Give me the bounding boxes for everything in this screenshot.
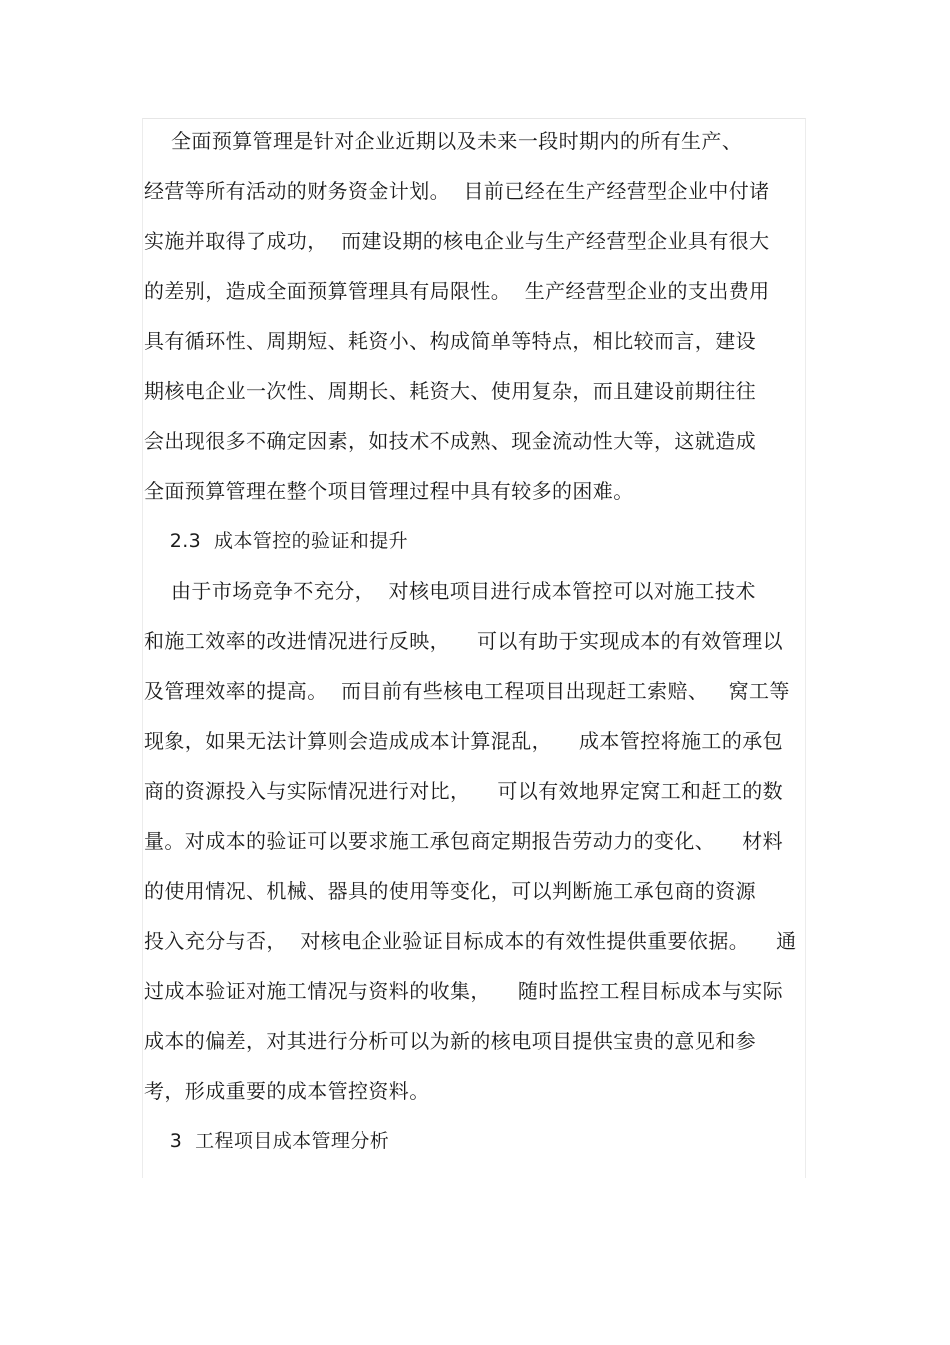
paragraph-line: 的差别，造成全面预算管理具有局限性。 生产经营型企业的支出费用 — [144, 279, 770, 303]
paragraph-line: 现象，如果无法计算则会造成成本计算混乱， 成本管控将施工的承包 — [144, 729, 784, 753]
paragraph-line: 商的资源投入与实际情况进行对比， 可以有效地界定窝工和赶工的数 — [144, 779, 784, 803]
paragraph-line: 会出现很多不确定因素，如技术不成熟、现金流动性大等，这就造成 — [144, 429, 756, 453]
paragraph-line: 由于市场竞争不充分， 对核电项目进行成本管控可以对施工技术 — [144, 579, 756, 603]
paragraph-line: 考，形成重要的成本管控资料。 — [144, 1079, 430, 1103]
paragraph-line: 和施工效率的改进情况进行反映， 可以有助于实现成本的有效管理以 — [144, 629, 784, 653]
paragraph-line: 量。对成本的验证可以要求施工承包商定期报告劳动力的变化、 材料 — [144, 829, 784, 853]
paragraph-line: 过成本验证对施工情况与资料的收集， 随时监控工程目标成本与实际 — [144, 979, 784, 1003]
paragraph-line: 期核电企业一次性、周期长、耗资大、使用复杂，而且建设前期往往 — [144, 379, 756, 403]
paragraph-line: 的使用情况、机械、器具的使用等变化，可以判断施工承包商的资源 — [144, 879, 756, 903]
paragraph-line: 实施并取得了成功， 而建设期的核电企业与生产经营型企业具有很大 — [144, 229, 770, 253]
paragraph-line: 具有循环性、周期短、耗资小、构成简单等特点，相比较而言，建设 — [144, 329, 756, 353]
paragraph-line: 成本的偏差，对其进行分析可以为新的核电项目提供宝贵的意见和参 — [144, 1029, 756, 1053]
paragraph-line: 经营等所有活动的财务资金计划。 目前已经在生产经营型企业中付诸 — [144, 179, 770, 203]
paragraph-line: 及管理效率的提高。 而目前有些核电工程项目出现赶工索赔、 窝工等 — [144, 679, 790, 703]
paragraph-line: 全面预算管理是针对企业近期以及未来一段时期内的所有生产、 — [144, 129, 743, 153]
section-heading: 3 工程项目成本管理分析 — [144, 1130, 390, 1152]
paragraph-line: 全面预算管理在整个项目管理过程中具有较多的困难。 — [144, 479, 634, 503]
section-heading: 2.3 成本管控的验证和提升 — [144, 530, 409, 552]
paragraph-line: 投入充分与否， 对核电企业验证目标成本的有效性提供重要依据。 通 — [144, 929, 797, 953]
